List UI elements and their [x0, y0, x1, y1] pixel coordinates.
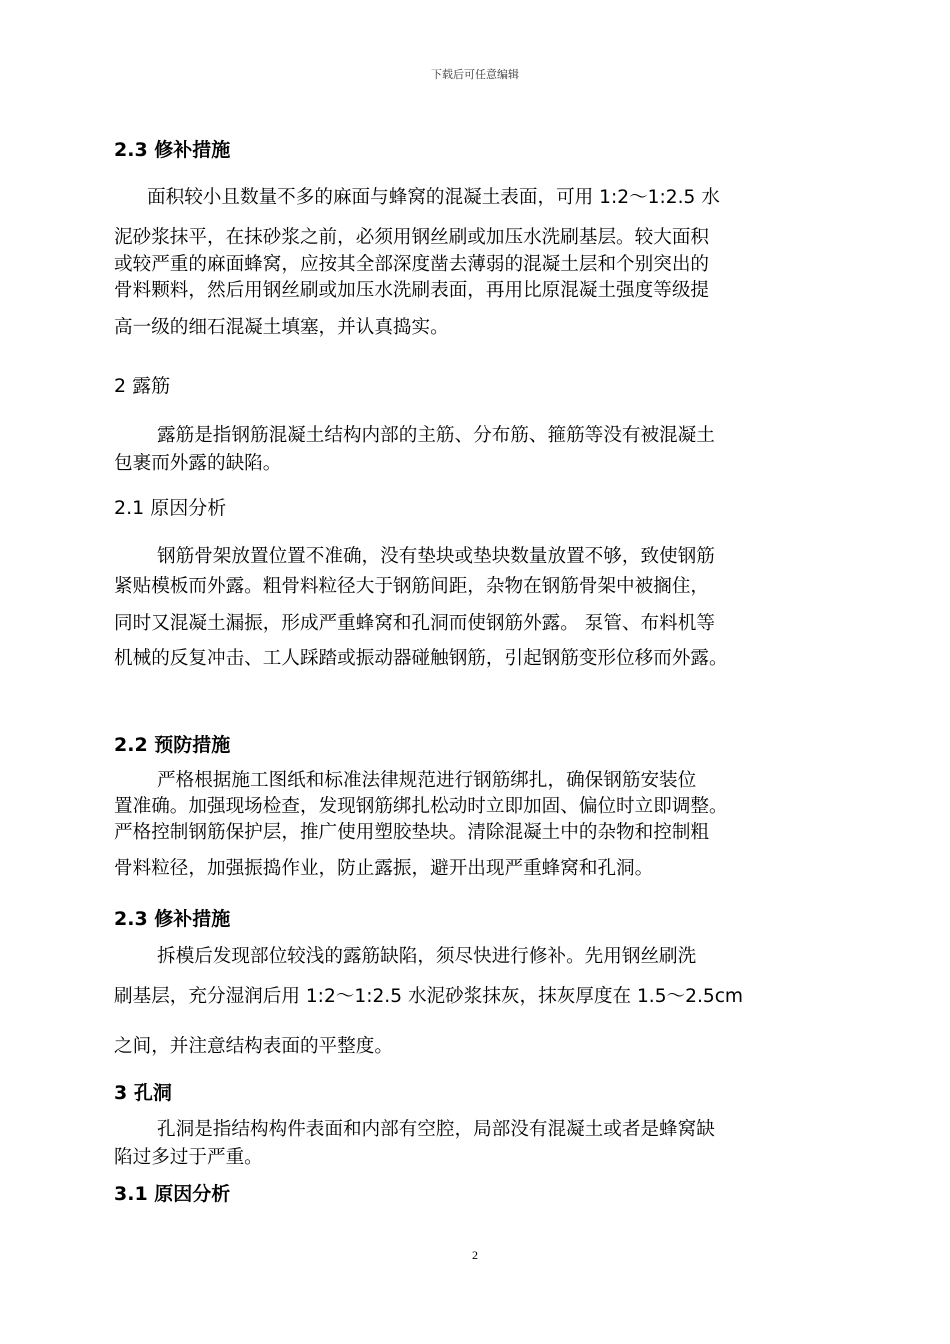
paragraph-line: 拆模后发现部位较浅的露筋缺陷，须尽快进行修补。先用钢丝刷洗: [157, 946, 697, 967]
page-header-note: 下载后可任意编辑: [431, 68, 519, 81]
paragraph-line: 之间，并注意结构表面的平整度。: [114, 1036, 393, 1057]
paragraph-cause-analysis: [114, 542, 839, 674]
paragraph-line: 露筋是指钢筋混凝土结构内部的主筋、分布筋、箍筋等没有被混凝土: [157, 425, 715, 446]
paragraph-line: 陷过多过于严重。: [114, 1147, 263, 1168]
paragraph-repair-honeycomb: [114, 184, 839, 342]
section-heading-2-3-repair-rebar: 2.3 修补措施: [114, 908, 231, 930]
paragraph-line: 同时又混凝土漏振，形成严重蜂窝和孔洞而使钢筋外露。 泵管、布料机等: [114, 613, 715, 634]
section-heading-2-2-prevention: 2.2 预防措施: [114, 734, 231, 756]
section-heading-2-3-repair: 2.3 修补措施: [114, 139, 231, 161]
paragraph-prevention: [114, 768, 839, 884]
paragraph-line: 孔洞是指结构构件表面和内部有空腔，局部没有混凝土或者是蜂窝缺: [157, 1119, 715, 1140]
section-heading-3-1-cause: 3.1 原因分析: [114, 1183, 231, 1205]
section-heading-2-1-cause: 2.1 原因分析: [114, 497, 227, 519]
paragraph-line: 包裹而外露的缺陷。: [114, 453, 282, 474]
section-heading-2-exposed-rebar: 2 露筋: [114, 375, 171, 397]
paragraph-exposed-rebar-definition: [114, 422, 839, 478]
paragraph-line: 骨料颗料，然后用钢丝刷或加压水洗刷表面，再用比原混凝土强度等级提: [114, 280, 710, 301]
paragraph-line: 机械的反复冲击、工人踩踏或振动器碰触钢筋，引起钢筋变形位移而外露。: [114, 648, 728, 669]
paragraph-line: 置准确。加强现场检查，发现钢筋绑扎松动时立即加固、偏位时立即调整。: [114, 796, 728, 817]
paragraph-line: 严格控制钢筋保护层，推广使用塑胶垫块。清除混凝土中的杂物和控制粗: [114, 822, 710, 843]
paragraph-repair-rebar: [114, 942, 839, 1062]
section-heading-3-holes: 3 孔洞: [114, 1082, 172, 1104]
paragraph-line: 或较严重的麻面蜂窝，应按其全部深度凿去薄弱的混凝土层和个别突出的: [114, 254, 710, 275]
paragraph-line: 刷基层，充分湿润后用 1:2～1:2.5 水泥砂浆抹灰，抹灰厚度在 1.5～2.5cm: [114, 986, 744, 1007]
paragraph-line: 高一级的细石混凝土填塞，并认真捣实。: [114, 317, 449, 338]
paragraph-holes-definition: [114, 1116, 839, 1172]
paragraph-line: 泥砂浆抹平，在抹砂浆之前，必须用钢丝刷或加压水洗刷基层。较大面积: [114, 227, 710, 248]
paragraph-line: 钢筋骨架放置位置不准确，没有垫块或垫块数量放置不够，致使钢筋: [157, 546, 715, 567]
paragraph-line: 紧贴模板而外露。粗骨料粒径大于钢筋间距，杂物在钢筋骨架中被搁住，: [114, 576, 710, 597]
page-number: 2: [472, 1248, 478, 1262]
paragraph-line: 骨料粒径，加强振捣作业，防止露振，避开出现严重蜂窝和孔洞。: [114, 858, 654, 879]
paragraph-line: 面积较小且数量不多的麻面与蜂窝的混凝土表面，可用 1:2～1:2.5 水: [147, 187, 720, 208]
paragraph-line: 严格根据施工图纸和标准法律规范进行钢筋绑扎，确保钢筋安装位: [157, 770, 697, 791]
